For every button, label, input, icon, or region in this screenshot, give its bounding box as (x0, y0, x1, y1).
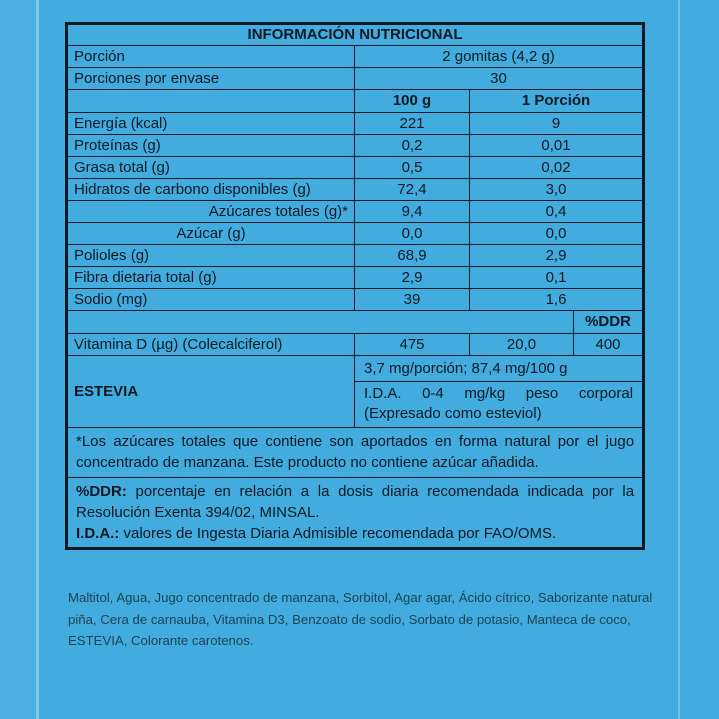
package-fold-highlight-right (678, 0, 680, 719)
estevia-label: ESTEVIA (67, 356, 355, 428)
footnote-ida (76, 523, 634, 544)
nutrient-per100: 0,2 (355, 135, 470, 157)
ddr-header: %DDR (574, 311, 644, 334)
package-fold-highlight-left (0, 0, 39, 719)
nutrient-portion: 3,0 (470, 179, 644, 201)
footnote-ddr-definition: porcentaje en relación a la dosis diaria recomendada indicada por la Resolución Exenta 394/02, MINSAL. (76, 482, 635, 521)
nutrient-portion: 0,4 (470, 201, 644, 223)
nutrient-label: Fibra dietaria total (g) (67, 267, 355, 289)
nutrient-portion: 0,02 (470, 157, 644, 179)
nutrient-portion: 0,01 (470, 135, 644, 157)
footnote-ddr-term: %DDR: (76, 482, 127, 500)
table-title: INFORMACIÓN NUTRICIONAL (67, 24, 644, 46)
estevia-ida (355, 382, 644, 428)
nutrient-portion: 0,0 (470, 223, 644, 245)
column-header-100g: 100 g (355, 90, 470, 113)
nutrient-per100: 39 (355, 289, 470, 311)
nutrient-row-proteinas (67, 135, 644, 157)
nutrient-row-energia (67, 113, 644, 135)
nutrient-label: Energía (kcal) (67, 113, 355, 135)
nutrient-per100: 221 (355, 113, 470, 135)
vitamin-d-ddr: 400 (574, 334, 644, 356)
estevia-ida-line1: I.D.A. 0-4 mg/kg peso corporal (364, 385, 634, 402)
nutrient-portion: 9 (470, 113, 644, 135)
nutrient-row-grasa (67, 157, 644, 179)
nutrient-row-azucar (67, 223, 644, 245)
servings-per-pack-value: 30 (355, 68, 644, 90)
footnote-ddr (76, 481, 634, 524)
nutrient-row-azucares-totales (67, 201, 644, 223)
vitamin-d-per100: 475 (355, 334, 470, 356)
serving-size-row (67, 46, 644, 68)
serving-size-label: Porción (67, 46, 355, 68)
vitamin-d-label: Vitamina D (µg) (Colecalciferol) (67, 334, 355, 356)
nutrient-portion: 1,6 (470, 289, 644, 311)
estevia-amount: 3,7 mg/porción; 87,4 mg/100 g (355, 356, 644, 382)
nutrient-per100: 68,9 (355, 245, 470, 267)
nutrient-row-polioles (67, 245, 644, 267)
nutrient-portion: 0,1 (470, 267, 644, 289)
nutrient-label: Sodio (mg) (67, 289, 355, 311)
nutrient-row-sodio (67, 289, 644, 311)
title-row (67, 24, 644, 46)
nutrient-label: Polioles (g) (67, 245, 355, 267)
servings-per-pack-label: Porciones por envase (67, 68, 355, 90)
footnote-sugars: *Los azúcares totales que contiene son aportados en forma natural por el jugo concentrado de manzana. Este producto no contiene azúcar añadida. (67, 428, 644, 478)
serving-size-value: 2 gomitas (4,2 g) (355, 46, 644, 68)
nutrient-label: Hidratos de carbono disponibles (g) (67, 179, 355, 201)
column-header-empty (67, 90, 355, 113)
nutrient-portion: 2,9 (470, 245, 644, 267)
nutrient-label-indented: Azúcar (g) (67, 223, 355, 245)
footnote-ida-term: I.D.A.: (76, 525, 120, 543)
nutrient-row-hidratos (67, 179, 644, 201)
ingredients-list: Maltitol, Agua, Jugo concentrado de manzana, Sorbitol, Agar agar, Ácido cítrico, Saborizante natural piña, Cera de carnauba, Vitamina D3, Benzoato de sodio, Sorbato de potasio, Manteca de coco, ESTEVIA, Colorante carotenos. (68, 590, 653, 648)
ddr-header-row (67, 311, 644, 334)
nutrient-per100: 0,0 (355, 223, 470, 245)
nutrient-per100: 2,9 (355, 267, 470, 289)
nutrient-label: Grasa total (g) (67, 157, 355, 179)
footnote-ida-definition: valores de Ingesta Diaria Admisible recomendada por FAO/OMS. (119, 525, 557, 543)
nutrient-per100: 9,4 (355, 201, 470, 223)
footnote-sugars-row (67, 428, 644, 478)
nutrition-facts-table (65, 22, 645, 550)
nutrient-row-fibra (67, 267, 644, 289)
nutrient-label-indented: Azúcares totales (g)* (67, 201, 355, 223)
ddr-header-empty (67, 311, 574, 334)
vitamin-d-portion: 20,0 (470, 334, 574, 356)
servings-per-pack-row (67, 68, 644, 90)
nutrient-per100: 0,5 (355, 157, 470, 179)
nutrient-per100: 72,4 (355, 179, 470, 201)
vitamin-d-row (67, 334, 644, 356)
nutrient-label: Proteínas (g) (67, 135, 355, 157)
footnote-ddr-ida-row (67, 477, 644, 549)
column-header-portion: 1 Porción (470, 90, 644, 113)
estevia-row-1 (67, 356, 644, 382)
column-header-row (67, 90, 644, 113)
footnote-ddr-ida (67, 477, 644, 549)
estevia-ida-line2: (Expresado como esteviol) (364, 405, 542, 422)
